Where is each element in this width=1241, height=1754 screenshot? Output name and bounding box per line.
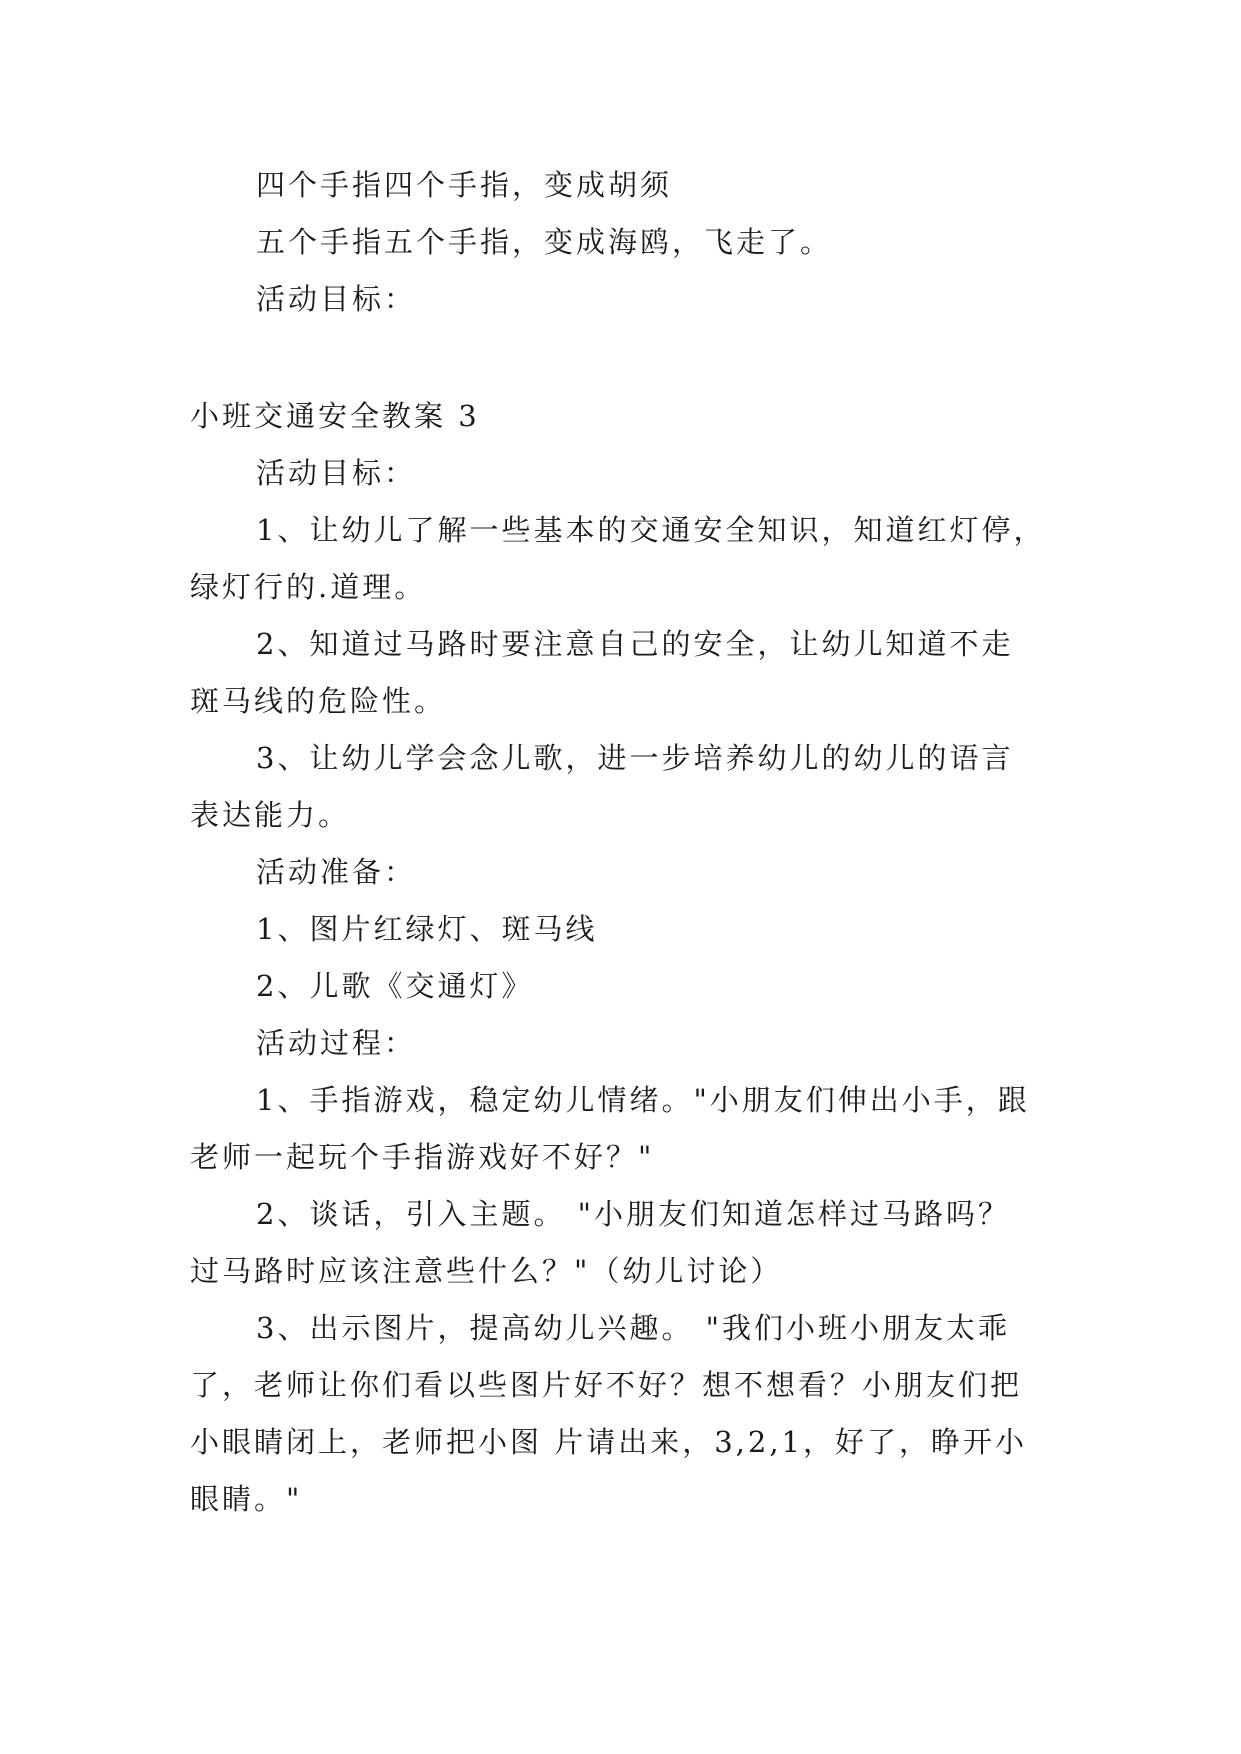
text-line: 了，老师让你们看以些图片好不好？想不想看？小朋友们把 — [190, 1368, 1023, 1402]
text-line: 过马路时应该注意些什么？"（幼儿讨论） — [190, 1254, 783, 1288]
text-line: 3、让幼儿学会念儿歌，进一步培养幼儿的幼儿的语言 — [256, 741, 1014, 775]
text-line: 斑马线的危险性。 — [190, 684, 447, 718]
text-line: 四个手指四个手指，变成胡须 — [256, 168, 673, 202]
text-line: 2、儿歌《交通灯》 — [256, 969, 534, 1003]
text-line: 1、让幼儿了解一些基本的交通安全知识，知道红灯停， — [256, 513, 1046, 547]
text-line: 表达能力。 — [190, 798, 351, 832]
text-line: 1、手指游戏，稳定幼儿情绪。"小朋友们伸出小手，跟 — [256, 1083, 1030, 1117]
text-line: 活动目标： — [256, 282, 417, 316]
text-line: 3、出示图片，提高幼儿兴趣。 "我们小班小朋友太乖 — [256, 1311, 1011, 1345]
text-line: 活动准备： — [256, 855, 417, 889]
text-line: 小眼睛闭上，老师把小图 片请出来，3,2,1，好了，睁开小 — [190, 1425, 1028, 1459]
text-line: 活动过程： — [256, 1026, 417, 1060]
text-line: 眼睛。" — [190, 1482, 303, 1516]
text-line: 绿灯行的.道理。 — [190, 570, 427, 604]
text-line: 2、谈话，引入主题。 "小朋友们知道怎样过马路吗？ — [256, 1197, 1011, 1231]
text-line: 1、图片红绿灯、斑马线 — [256, 912, 598, 946]
text-line: 老师一起玩个手指游戏好不好？" — [190, 1140, 655, 1174]
text-line: 五个手指五个手指，变成海鸥，飞走了。 — [256, 225, 833, 259]
text-line: 2、知道过马路时要注意自己的安全，让幼儿知道不走 — [256, 627, 1014, 661]
section-heading: 小班交通安全教案 3 — [190, 399, 480, 433]
text-line: 活动目标： — [256, 456, 417, 490]
